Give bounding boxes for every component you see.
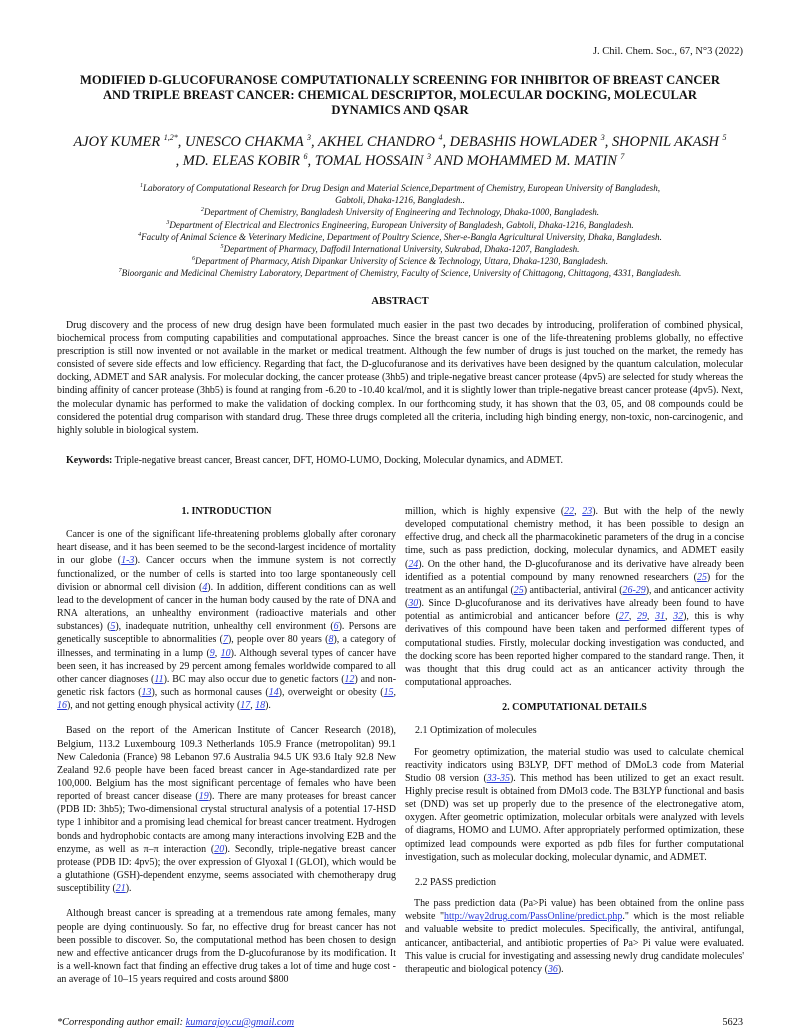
paragraph: million, which is highly expensive (22, 23). But with the help of the newly developed computational chemistry method, it has been possible to design an effective drug, and check all the pharmacokinetic parameters of the drug in a concise time, such as pass prediction, docking, molecular dynamics, and ADMET easily (24). On the other hand, the D-glucofuranose and its derivative have already been identified as a potential compound by many renowned researchers (25) for the treatment as an antifungal (25) antibacterial, antiviral (26-29), and anticancer activity (30). Since D-glucofuranose and its derivatives have already been found to have potential as antimicrobial and anticancer before (27, 29, 31, 32), this is why derivatives of this compound have been taken and performed different types of computational studies. Firstly, molecular docking investigation was conducted, and the docking score has been reported higher compared to the standard range. Then, it was thought that this drug could act as an anticancer activity through the computational approaches.: [405, 506, 745, 689]
citation-link[interactable]: 17: [240, 700, 251, 712]
affiliation-text: Department of Electrical and Electronics Engineering, European University of Bangladesh, Gabtoli, Dhaka-1216, Bangladesh.: [169, 219, 634, 230]
affiliation-text: Bioorganic and Medicinal Chemistry Laboratory, Department of Chemistry, Faculty of Science, University of Chittagong, Chittagong, 4331, Bangladesh.: [121, 268, 682, 279]
citation-link[interactable]: 10: [220, 647, 231, 659]
author-name: SHOPNIL AKASH: [611, 134, 723, 150]
affiliation-text: Department of Pharmacy, Daffodil International University, Sukrabad, Dhaka-1207, Bangladesh.: [223, 244, 580, 255]
citation-link[interactable]: 1-3: [121, 555, 135, 567]
author-separator: ,: [604, 134, 612, 150]
page-number: 5623: [722, 1017, 743, 1028]
author-affiliation-marker: 6: [303, 152, 308, 162]
citation-link[interactable]: 31: [655, 611, 666, 623]
paragraph: For geometry optimization, the material studio was used to calculate chemical reactivity indicators using B3LYP, DFT method of DMoL3 code from Material Studio 08 version (33-35). This method has been utilized to get an exact result. Highly precise result is obtained from DMol3 code. The B3LYP functional and basis set (DND) was set up properly due to the presence of the electronegative atom, oxygen. After geometric optimization, molecular orbitals were analyzed with levels of diagrams, HOMO and LUMO. After appropriately performed optimization, these optimized lead compounds were exported as pdb files for further computational investigation, such as molecular docking, molecular dynamic, and ADMET.: [405, 746, 744, 863]
citation-link[interactable]: 25: [696, 571, 707, 583]
author-name: AJOY KUMER: [73, 134, 164, 150]
title-line: DYNAMICS AND QSAR: [331, 103, 469, 117]
title-line: MODIFIED D-GLUCOFURANOSE COMPUTATIONALLY SCREENING FOR INHIBITOR OF BREAST CANCER: [79, 73, 721, 87]
corresponding-author-note: [57, 1017, 294, 1028]
author-separator: ,: [442, 134, 450, 150]
affiliation: [40, 267, 760, 279]
author-affiliation-marker: 3: [307, 133, 312, 143]
subsection-heading: 2.2 PASS prediction: [415, 876, 497, 888]
paper-title: [60, 73, 740, 118]
section-heading-computational: 2. COMPUTATIONAL DETAILS: [502, 702, 647, 714]
citation-link[interactable]: 13: [141, 687, 152, 699]
paragraph: Based on the report of the American Institute of Cancer Research (2018), Belgium, 113.2 Luxembourg 109.3 Netherlands 105.9 France (metropolitan) 99.1 New Caledonia (France) 98 Lebanon 97.6 Australia 94.5 UK 93.6 Italy 92.8 New Zealand 92.6 people have been faced breast cancer in Age-standardized rate per 100,000. Belgium has the most significant percentage of females who have been reported of breast cancer disease (19). There are many proteases for breast cancer (PDB ID: 3hb5); Two-dimensional crystal structural analysis of a potential 17-HSD type 1 inhibitor and a promising lead chemical for breast cancer treatment. Hydrogen bonds and hydrophobic contacts are among many interactions involving E2B and the enzyme, as well as π–π interaction (20). Secondly, triple-negative breast cancer protease (PDB ID: 4pv5); the over expression of Glyoxal I (GLOI), which would be a glutathione (GSH)-dependent enzyme, seems associated with chemotherapy drug susceptibility (21).: [57, 725, 396, 895]
citation-link[interactable]: 26-29: [622, 584, 646, 596]
author-name: TOMAL HOSSAIN: [314, 153, 427, 169]
author-affiliation-marker: 3: [600, 133, 605, 143]
author-name: MD. ELEAS KOBIR: [182, 153, 304, 169]
citation-link[interactable]: 29: [636, 611, 647, 623]
affiliation: [40, 219, 760, 231]
affiliation-marker: 6: [192, 256, 196, 263]
citation-link[interactable]: 15: [383, 687, 394, 699]
citation-link[interactable]: 8: [328, 634, 334, 646]
citation-link[interactable]: 19: [198, 791, 209, 803]
affiliation: [40, 231, 760, 243]
citation-link[interactable]: 23: [582, 506, 593, 517]
affiliation-text: Laboratory of Computational Research for Drug Design and Material Science,Department of Chemistry, European University of Bangladesh,: [142, 183, 661, 193]
citation-link[interactable]: 33-35: [486, 772, 510, 784]
affiliation-marker: 3: [166, 219, 170, 226]
affiliation-list: [40, 182, 760, 280]
citation-link[interactable]: 20: [214, 843, 225, 855]
author-name: MOHAMMED M. MATIN: [466, 153, 621, 169]
affiliation-marker: 2: [200, 207, 204, 214]
affiliation: [40, 243, 760, 255]
section-heading-introduction: 1. INTRODUCTION: [181, 506, 272, 517]
citation-link[interactable]: 36: [547, 963, 558, 975]
affiliation: [40, 182, 760, 194]
author-separator: ,: [177, 134, 185, 150]
citation-link[interactable]: 22: [564, 506, 575, 517]
citation-link[interactable]: 24: [408, 558, 419, 570]
citation-link[interactable]: 5: [110, 621, 116, 633]
author-name: AKHEL CHANDRO: [317, 134, 439, 150]
corresponding-label: *Corresponding author email:: [57, 1017, 186, 1028]
affiliation-marker: 7: [118, 268, 122, 275]
author-separator: ,: [307, 153, 315, 169]
author-list: [40, 133, 760, 171]
citation-link[interactable]: 27: [618, 611, 629, 623]
right-column: [405, 505, 744, 988]
citation-link[interactable]: 9: [209, 647, 215, 659]
citation-link[interactable]: 25: [513, 584, 524, 596]
citation-link[interactable]: 11: [154, 673, 164, 685]
author-name: DEBASHIS HOWLADER: [449, 134, 601, 150]
affiliation-text: Department of Pharmacy, Atish Dipankar University of Science & Technology, Uttara, Dhaka-1230, Bangladesh.: [195, 256, 608, 267]
paragraph: Cancer is one of the significant life-threatening problems globally after coronary heart disease, and it has been seemed to be the second-largest incidence of mortality in our globe (1-3). Cancer occurs when the immune system is not correctly functionalized, or the number of cells is started into too large spontaneously cell division or abnormal cell division (4). In addition, different conditions can as well lead to the development of cancer in the human body caused by the rate of DNA and RNA alterations, an unhealthy environment (radioactive materials and other substances) (5), inadequate nutrition, unhealthy cell environment (6). Persons are genetically susceptible to abnormalities (7), people over 80 years (8), a category of illnesses, and terminating in a lump (9, 10). Although several types of cancer have been seen, it has increased by 29 percent among females worldwide compared to all other cancer diagnoses (11). BC may also occur due to genetic factors (12) and non-genetic risk factors (13), such as hormonal causes (14), overweight or obesity (15, 16), and not getting enough physical activity (17, 18).: [57, 529, 397, 712]
citation-link[interactable]: 7: [222, 634, 228, 646]
citation-link[interactable]: 6: [333, 621, 339, 633]
author-separator: AND: [430, 153, 467, 169]
keywords-text: Triple-negative breast cancer, Breast cancer, DFT, HOMO-LUMO, Docking, Molecular dynamics, and ADMET.: [112, 455, 563, 466]
title-line: AND TRIPLE BREAST CANCER: CHEMICAL DESCRIPTOR, MOLECULAR DOCKING, MOLECULAR: [102, 88, 698, 102]
keywords: [57, 455, 743, 466]
author-email-link[interactable]: kumarajoy.cu@gmail.com: [185, 1017, 295, 1028]
citation-link[interactable]: 4: [202, 581, 208, 593]
journal-reference: J. Chil. Chem. Soc., 67, N°3 (2022): [592, 46, 743, 57]
affiliation-text: Faculty of Animal Science & Veterinary Medicine, Department of Poultry Science, Sher-e-Bangla Agricultural University, Dhaka, Bangladesh.: [141, 231, 662, 242]
citation-link[interactable]: 18: [255, 700, 266, 712]
affiliation: [40, 206, 760, 218]
citation-link[interactable]: 14: [268, 687, 279, 699]
affiliation-marker: 5: [220, 243, 224, 250]
author-affiliation-marker: 4: [438, 133, 443, 143]
keywords-label: Keywords:: [66, 455, 113, 466]
subsection-heading: 2.1 Optimization of molecules: [415, 725, 537, 737]
affiliation-text: Gabtoli, Dhaka-1216, Bangladesh..: [335, 195, 465, 206]
affiliation: [40, 194, 760, 206]
paragraph: The pass prediction data (Pa>Pi value) has been obtained from the online pass website "http://way2drug.com/PassOnline/predict.php." which is the most reliable and valuable website to predict molecules. Specifically, the antiviral, antifungal, anticancer, antibacterial, and antibiotic properties of Pa> Pi value were evaluated. This value is crucial for investigating and assessing newly drug candidate molecules' therapeutic and biological potency (36).: [405, 898, 744, 975]
abstract-text: Drug discovery and the process of new drug design have been formulated much easier in the past two decades by introducing, proliferation of combined physical, biochemical process from computing capabilities and computational approaches. Since the breast cancer is one of the life-threatening problems globally, no effective prescription is still now invented or not available in the market or medical treatment. Although the few number of drugs is just touched on the market, the remedy has consisted of severe side effects and low efficiency. Regarding that fact, the D-glucofuranose and its derivatives have been designed by the quantum calculation, molecular docking, ADMET and SAR analysis. For molecular docking, the cancer protease (3hb5) and triple-negative breast cancer protease (4pv5) are selected for study whereas the binding affinity of cancer protease (3hb5) is found at ranging from -6.20 to -10.40 kcal/mol, and it is slightly lower than triple-negative breast cancer protease (4pv5). Next, the molecular dynamic has performed to make the validation of docking complex. In our forthcoming study, it has shown that the 03, 05, and 08 compounds could be considered the potential drug comparison with standard drug. These three drugs completed all the criteria, including high binding energy, non-toxic, non-carcinogenic, and highly soluble in biological system.: [57, 320, 743, 436]
author-affiliation-marker: 1,2*: [163, 133, 178, 143]
left-column: [57, 505, 396, 998]
external-link[interactable]: http://way2drug.com/PassOnline/predict.php: [444, 911, 623, 923]
author-separator: ,: [311, 134, 318, 150]
citation-link[interactable]: 30: [408, 598, 419, 610]
author-affiliation-marker: 5: [722, 133, 727, 143]
affiliation-marker: 4: [138, 231, 142, 238]
author-separator: ,: [175, 153, 183, 169]
affiliation-text: Department of Chemistry, Bangladesh University of Engineering and Technology, Dhaka-1000, Bangladesh.: [203, 207, 600, 218]
affiliation: [40, 255, 760, 267]
citation-link[interactable]: 16: [57, 700, 67, 712]
abstract-heading: ABSTRACT: [371, 296, 429, 307]
author-affiliation-marker: 7: [620, 152, 625, 162]
citation-link[interactable]: 32: [673, 611, 684, 623]
author-name: UNESCO CHAKMA: [184, 134, 308, 150]
affiliation-marker: 1: [139, 182, 143, 189]
citation-link[interactable]: 12: [344, 673, 355, 685]
citation-link[interactable]: 21: [115, 883, 126, 895]
paragraph: Although breast cancer is spreading at a tremendous rate among females, many people are dying continuously. So far, no effective drug for breast cancer has not been possible to discover. So, the computational method has been chosen to design new and effective anticancer drugs from the D-glucofuranose by its modification. It is a well-known fact that finding an effective drug takes a lot of time and huge cost -an average of 10–15 years required and costs around $800: [57, 908, 396, 986]
author-affiliation-marker: 3: [426, 152, 431, 162]
